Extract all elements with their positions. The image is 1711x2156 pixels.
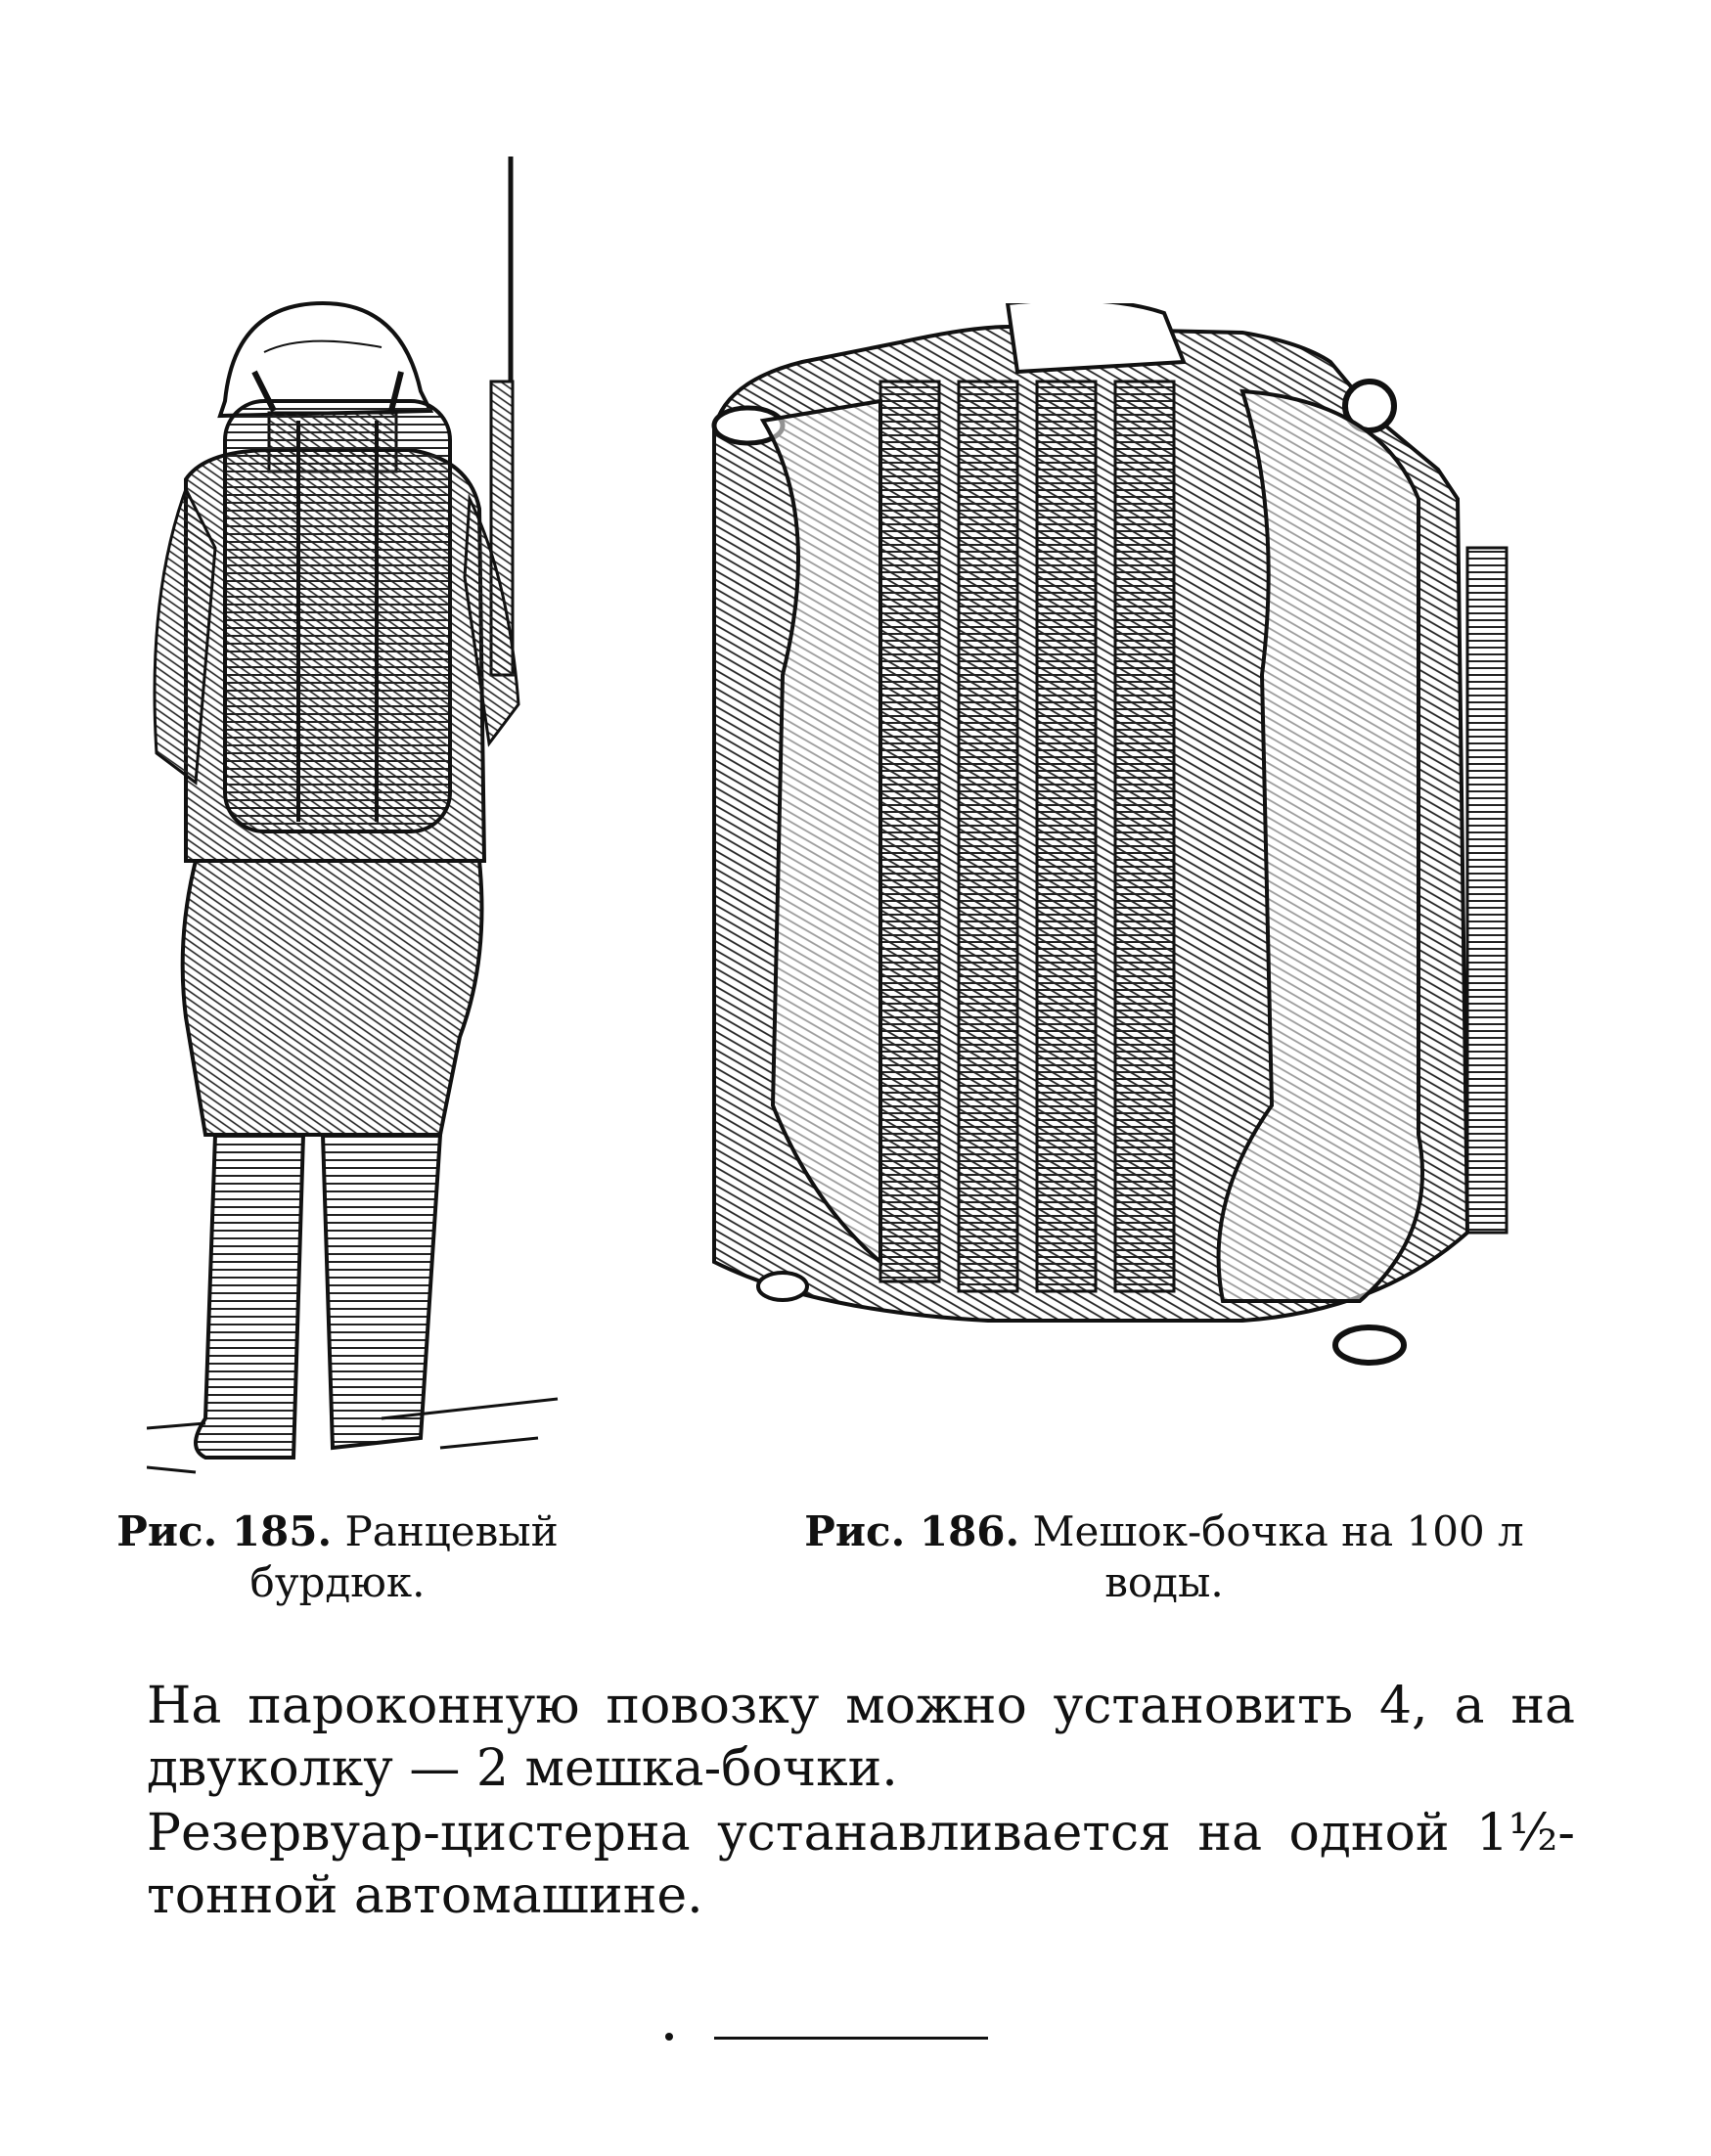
figure-185-text-line2: бурдюк. [249, 1558, 426, 1606]
figure-186-label: Рис. 186. [804, 1507, 1020, 1555]
figure-185-caption [98, 1506, 577, 1608]
paragraph-tank: Резервуар-цистерна устанавливается на одной 1½-тонной автомашине. [147, 1804, 1575, 1925]
figure-186-illustration [695, 303, 1604, 1428]
figure-185-label: Рис. 185. [116, 1507, 333, 1555]
paragraph-carts: На пароконную повозку можно установить 4, а на двуколку — 2 мешка-бочки. [147, 1677, 1575, 1798]
figure-186-text-line1: Мешок-бочка на 100 л [1032, 1507, 1524, 1555]
figure-186-text-line2: воды. [1104, 1558, 1224, 1606]
figure-185-text-line1: Ранцевый [344, 1507, 559, 1555]
footer-rule [714, 2037, 988, 2040]
figure-185-illustration [147, 157, 567, 1506]
figure-186-caption [763, 1506, 1565, 1608]
footer-dot [665, 2033, 673, 2041]
